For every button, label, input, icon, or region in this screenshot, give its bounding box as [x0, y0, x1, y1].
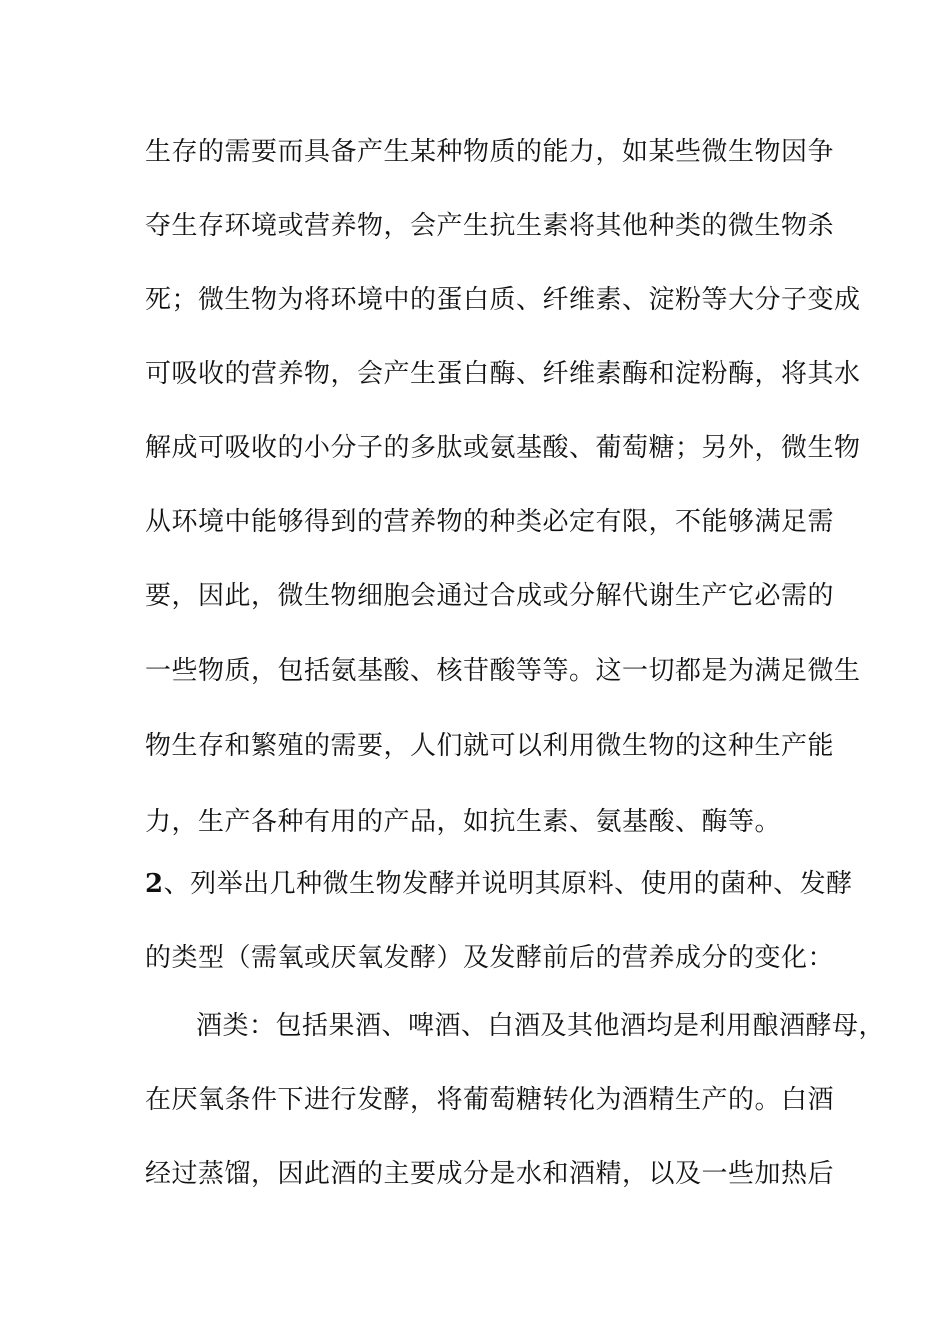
body-text-line: 物生存和繁殖的需要，人们就可以利用微生物的这种生产能 [145, 731, 835, 761]
body-text-line: 要，因此，微生物细胞会通过合成或分解代谢生产它必需的 [145, 581, 835, 611]
question-number: 2 [145, 869, 164, 899]
question-text: 、列举出几种微生物发酵并说明其原料、使用的菌种、发酵 [163, 869, 853, 899]
body-text-line: 生存的需要而具备产生某种物质的能力，如某些微生物因争 [145, 137, 835, 167]
body-text-line: 死；微生物为将环境中的蛋白质、纤维素、淀粉等大分子变成 [145, 285, 861, 315]
answer-text-line: 经过蒸馏，因此酒的主要成分是水和酒精，以及一些加热后 [145, 1159, 835, 1189]
body-text-line: 一些物质，包括氨基酸、核苷酸等等。这一切都是为满足微生 [145, 656, 861, 686]
body-text-line: 从环境中能够得到的营养物的种类必定有限，不能够满足需 [145, 507, 835, 537]
answer-text-line: 在厌氧条件下进行发酵，将葡萄糖转化为酒精生产的。白酒 [145, 1085, 835, 1115]
body-text-line: 力，生产各种有用的产品，如抗生素、氨基酸、酶等。 [145, 807, 782, 837]
question-text-line: 的类型（需氧或厌氧发酵）及发酵前后的营养成分的变化： [145, 943, 835, 973]
body-text-line: 解成可吸收的小分子的多肽或氨基酸、葡萄糖；另外，微生物 [145, 433, 861, 463]
answer-text-line: 酒类：包括果酒、啤酒、白酒及其他酒均是利用酿酒酵母， [196, 1011, 886, 1041]
question-heading-line [145, 868, 853, 900]
body-text-line: 可吸收的营养物，会产生蛋白酶、纤维素酶和淀粉酶，将其水 [145, 359, 861, 389]
body-text-line: 夺生存环境或营养物，会产生抗生素将其他种类的微生物杀 [145, 211, 835, 241]
